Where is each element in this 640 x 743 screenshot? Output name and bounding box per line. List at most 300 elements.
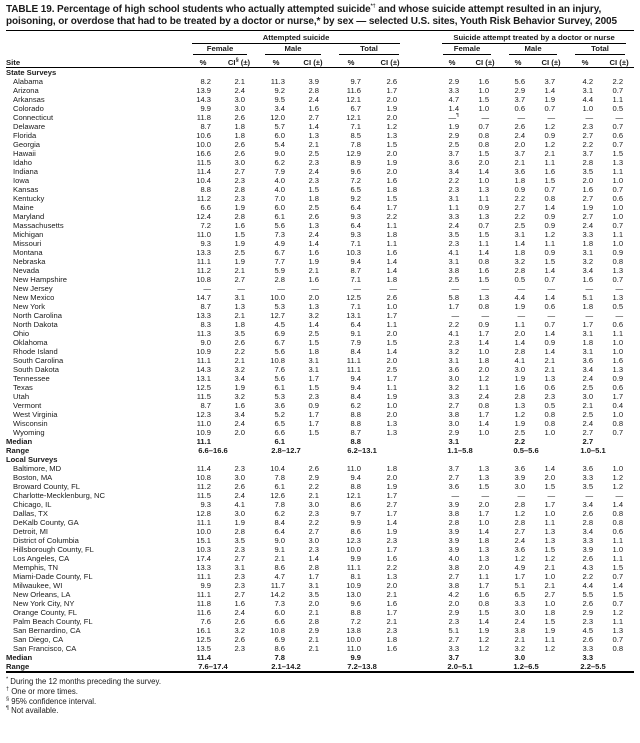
value-cell: 1.7 <box>386 509 398 518</box>
value-cell: — <box>615 284 624 293</box>
value-cell: 11.7 <box>270 581 285 590</box>
value-cell: 1.0 <box>612 239 624 248</box>
value-cell: 1.7 <box>308 374 319 383</box>
value-cell: 0.7 <box>612 122 624 131</box>
value-cell: 1.8 <box>514 248 526 257</box>
value-cell: 1.5 <box>478 149 490 158</box>
value-cell: 2.4 <box>234 86 245 95</box>
value-cell: 2.1 <box>308 266 319 275</box>
value-cell: 8.4 <box>274 518 285 527</box>
value-cell: 9.9 <box>350 554 361 563</box>
value-cell: 11.8 <box>196 113 211 122</box>
value-cell: 6.2 <box>350 401 361 410</box>
value-cell: — <box>481 284 490 293</box>
value-cell: 3.1 <box>308 356 319 365</box>
site-cell: Kansas <box>13 185 39 194</box>
value-cell: 1.0 <box>386 401 398 410</box>
table-row <box>6 419 634 428</box>
value-cell: 2.7 <box>234 590 245 599</box>
column-gap <box>408 176 434 185</box>
table-row <box>6 221 634 230</box>
value-cell: 1.2 <box>544 554 556 563</box>
value-cell: 9.1 <box>350 329 361 338</box>
value-cell: 16.6 <box>196 149 211 158</box>
column-gap <box>408 365 434 374</box>
value-cell: 3.5 <box>308 590 319 599</box>
value-cell: — <box>311 284 319 293</box>
value-cell: 4.0 <box>274 185 285 194</box>
value-cell: 2.1 <box>308 491 319 500</box>
value-cell: 1.5 <box>308 185 319 194</box>
site-cell: DeKalb County, GA <box>13 518 79 527</box>
value-cell: 2.2 <box>612 77 624 86</box>
value-cell: 2.3 <box>308 545 319 554</box>
value-cell: 1.1 <box>478 383 490 392</box>
table-row <box>6 428 634 437</box>
value-cell: 1.8 <box>582 239 594 248</box>
value-cell: 0.8 <box>612 644 624 653</box>
column-gap <box>408 374 434 383</box>
table-row <box>6 194 634 203</box>
value-cell: 2.1 <box>544 365 556 374</box>
column-gap <box>408 221 434 230</box>
value-cell: 9.7 <box>350 509 361 518</box>
value-cell: 2.7 <box>234 275 245 284</box>
column-gap <box>408 401 434 410</box>
column-gap <box>408 338 434 347</box>
median-row <box>6 653 634 662</box>
column-gap <box>408 329 434 338</box>
value-cell: 1.6 <box>386 599 398 608</box>
value-cell: 1.6 <box>582 185 594 194</box>
value-cell: 1.2 <box>478 644 490 653</box>
site-cell: Maine <box>13 203 34 212</box>
value-cell: 4.4 <box>582 581 594 590</box>
value-cell: 1.5 <box>308 383 319 392</box>
value-cell: 1.3 <box>386 419 398 428</box>
value-cell: 1.4 <box>308 239 319 248</box>
value-cell: 8.6 <box>350 527 361 536</box>
value-cell: 2.6 <box>514 122 526 131</box>
value-cell: 6.4 <box>274 527 285 536</box>
table-row <box>6 302 634 311</box>
value-cell: 5.6 <box>274 221 285 230</box>
value-cell: 3.6 <box>582 356 594 365</box>
value-cell: 2.5 <box>386 365 398 374</box>
value-cell: 3.6 <box>514 464 526 473</box>
value-cell: 2.4 <box>448 221 460 230</box>
value-cell: 1.7 <box>612 392 624 401</box>
column-gap <box>408 302 434 311</box>
column-gap <box>408 158 434 167</box>
column-gap <box>408 284 434 293</box>
value-cell: 1.9 <box>234 257 245 266</box>
range-value-cell: 6.2–13.1 <box>347 446 377 455</box>
table-row <box>6 320 634 329</box>
value-cell: 2.4 <box>582 374 594 383</box>
value-cell: — <box>481 491 490 500</box>
section-header-row <box>6 68 634 78</box>
column-gap <box>408 131 434 140</box>
value-cell: — <box>389 284 398 293</box>
value-cell: 2.0 <box>478 563 490 572</box>
value-cell: 9.5 <box>274 95 285 104</box>
column-gap <box>408 554 434 563</box>
value-cell: 2.7 <box>544 590 556 599</box>
column-gap <box>408 653 434 662</box>
value-cell: 4.4 <box>514 293 526 302</box>
value-cell: 12.5 <box>196 383 211 392</box>
value-cell: 2.2 <box>514 194 526 203</box>
column-gap <box>408 113 434 122</box>
value-cell: 1.4 <box>478 167 490 176</box>
value-cell: 1.9 <box>544 95 556 104</box>
value-cell: 8.8 <box>200 185 211 194</box>
value-cell: 10.9 <box>196 428 211 437</box>
value-cell: 1.6 <box>234 599 245 608</box>
site-cell: Baltimore, MD <box>13 464 62 473</box>
value-cell: 3.6 <box>448 482 460 491</box>
value-cell: 3.4 <box>582 500 594 509</box>
table-row <box>6 608 634 617</box>
value-cell: 8.7 <box>200 122 211 131</box>
value-cell: 1.3 <box>612 266 624 275</box>
value-cell: 0.7 <box>612 86 624 95</box>
site-cell: San Francisco, CA <box>13 644 77 653</box>
value-cell: 1.9 <box>386 482 398 491</box>
site-cell: West Virginia <box>13 410 58 419</box>
column-gap <box>408 446 434 455</box>
value-cell: 1.5 <box>478 608 490 617</box>
value-cell: 1.2 <box>612 482 624 491</box>
value-cell: 0.7 <box>612 428 624 437</box>
value-cell: 9.7 <box>350 77 361 86</box>
site-cell: North Carolina <box>13 311 62 320</box>
value-cell: 1.5 <box>478 482 490 491</box>
value-cell: 2.1 <box>544 581 556 590</box>
value-cell: 7.2 <box>200 221 211 230</box>
value-cell: 1.7 <box>386 86 398 95</box>
title-text: TABLE 19. Percentage of high school students who actually attempted suicide <box>6 4 371 15</box>
value-cell: 2.0 <box>386 149 398 158</box>
value-cell: 2.6 <box>234 635 245 644</box>
value-cell: 0.7 <box>612 221 624 230</box>
column-gap <box>408 626 434 635</box>
footnote-marker: § <box>6 696 10 702</box>
value-cell: 6.6 <box>274 428 285 437</box>
value-cell: 3.1 <box>582 86 594 95</box>
value-cell: 1.2 <box>544 122 556 131</box>
value-cell: 0.8 <box>612 509 624 518</box>
value-cell: — <box>517 113 526 122</box>
empty-ci-cell <box>604 653 634 662</box>
value-cell: 3.0 <box>448 419 460 428</box>
value-cell: 3.6 <box>448 158 460 167</box>
group-attempted-suicide: Attempted suicide <box>184 31 408 45</box>
value-cell: 3.1 <box>234 293 245 302</box>
table-row <box>6 230 634 239</box>
value-cell: 1.7 <box>308 410 319 419</box>
value-cell: 1.0 <box>612 176 624 185</box>
table-row <box>6 644 634 653</box>
value-cell: 13.1 <box>196 374 211 383</box>
value-cell: 2.1 <box>386 590 398 599</box>
value-cell: 5.1 <box>514 581 526 590</box>
value-cell: 0.7 <box>544 104 556 113</box>
value-cell: 3.4 <box>582 527 594 536</box>
value-cell: 1.9 <box>308 257 319 266</box>
section-header-row <box>6 455 634 464</box>
site-cell: Nevada <box>13 266 40 275</box>
value-cell: 8.7 <box>200 401 211 410</box>
site-cell: Orange County, FL <box>13 608 78 617</box>
value-cell: 1.4 <box>478 419 490 428</box>
value-cell: 2.6 <box>386 77 398 86</box>
table-row <box>6 626 634 635</box>
ci-header: CI (±) <box>536 55 566 68</box>
site-cell: South Carolina <box>13 356 64 365</box>
value-cell: 1.4 <box>386 347 398 356</box>
value-cell: 1.4 <box>544 329 556 338</box>
value-cell: 0.9 <box>514 185 526 194</box>
site-cell: Range <box>6 446 30 455</box>
value-cell: 0.8 <box>544 410 556 419</box>
value-cell: 2.3 <box>448 338 460 347</box>
value-cell: 2.4 <box>514 131 526 140</box>
value-cell: 2.3 <box>308 392 319 401</box>
table-row <box>6 572 634 581</box>
value-cell: 3.8 <box>448 509 460 518</box>
value-cell: 1.7 <box>386 491 398 500</box>
value-cell: 1.0 <box>478 347 490 356</box>
value-cell: 1.0 <box>478 428 490 437</box>
value-cell: 1.4 <box>478 617 490 626</box>
value-cell: 6.6 <box>274 617 285 626</box>
value-cell: 11.3 <box>196 329 211 338</box>
value-cell: — <box>517 491 526 500</box>
column-gap <box>408 257 434 266</box>
table-row <box>6 329 634 338</box>
subgroup-male: Male <box>256 44 330 55</box>
value-cell: 3.5 <box>582 167 594 176</box>
value-cell: 0.8 <box>612 419 624 428</box>
value-cell: 1.5 <box>612 563 624 572</box>
value-cell: 3.6 <box>582 464 594 473</box>
site-cell: Delaware <box>13 122 46 131</box>
value-cell: 2.9 <box>308 626 319 635</box>
value-cell: 2.2 <box>386 212 398 221</box>
value-cell: 1.9 <box>514 419 526 428</box>
subgroup-total: Total <box>566 44 634 55</box>
value-cell: 2.3 <box>234 194 245 203</box>
value-cell: 12.0 <box>270 113 285 122</box>
value-cell: 1.1 <box>386 320 398 329</box>
site-cell: San Bernardino, CA <box>13 626 81 635</box>
value-cell: 1.5 <box>544 482 556 491</box>
value-cell: 3.1 <box>582 248 594 257</box>
value-cell: 2.6 <box>308 212 319 221</box>
value-cell: 2.0 <box>478 365 490 374</box>
value-cell: — <box>585 113 594 122</box>
value-cell: — <box>547 491 556 500</box>
value-cell: — <box>585 284 594 293</box>
value-cell: 0.9 <box>478 320 490 329</box>
value-cell: 2.1 <box>234 311 245 320</box>
value-cell: 1.3 <box>612 365 624 374</box>
value-cell: 12.7 <box>270 311 285 320</box>
table-row <box>6 77 634 86</box>
value-cell: 0.8 <box>544 419 556 428</box>
value-cell: 1.7 <box>308 419 319 428</box>
value-cell: 7.1 <box>350 302 361 311</box>
value-cell: 1.1 <box>478 194 490 203</box>
value-cell: 1.7 <box>582 320 594 329</box>
value-cell: 1.0 <box>478 86 490 95</box>
footnote-marker: * <box>6 676 9 683</box>
value-cell: 1.8 <box>234 320 245 329</box>
value-cell: 9.3 <box>200 239 211 248</box>
value-cell: 6.7 <box>274 248 285 257</box>
ci-header: CI (±) <box>470 55 500 68</box>
table-row <box>6 536 634 545</box>
value-cell: 3.2 <box>234 365 245 374</box>
value-cell: 3.8 <box>514 626 526 635</box>
value-cell: 8.8 <box>350 482 361 491</box>
section-label: State Surveys <box>6 68 57 77</box>
value-cell: 11.0 <box>346 644 361 653</box>
value-cell: 15.1 <box>196 536 211 545</box>
value-cell: 6.7 <box>274 338 285 347</box>
column-gap <box>408 185 434 194</box>
column-gap <box>408 518 434 527</box>
value-cell: 2.3 <box>308 176 319 185</box>
site-cell: Median <box>6 653 33 662</box>
median-value-cell: 3.1 <box>448 437 460 446</box>
footnote: ¶ Not available. <box>6 705 59 716</box>
value-cell: 1.7 <box>386 311 398 320</box>
value-cell: 8.6 <box>274 563 285 572</box>
value-cell: 4.1 <box>448 248 460 257</box>
value-cell: 1.4 <box>544 86 556 95</box>
site-cell: South Dakota <box>13 365 60 374</box>
median-value-cell: 9.9 <box>350 653 361 662</box>
value-cell: 2.9 <box>448 428 460 437</box>
value-cell: 3.1 <box>308 581 319 590</box>
value-cell: 1.1 <box>544 158 556 167</box>
value-cell: 9.6 <box>350 599 361 608</box>
value-cell: 9.0 <box>274 536 285 545</box>
value-cell: 2.0 <box>386 167 398 176</box>
value-cell: 1.6 <box>308 248 319 257</box>
value-cell: 1.5 <box>386 338 398 347</box>
site-cell: Connecticut <box>13 113 54 122</box>
value-cell: 9.3 <box>200 500 211 509</box>
value-cell: 1.3 <box>308 131 319 140</box>
value-cell: 1.7 <box>386 545 398 554</box>
table-row <box>6 338 634 347</box>
value-cell: 10.0 <box>270 293 285 302</box>
table-row <box>6 374 634 383</box>
table-row <box>6 491 634 500</box>
subgroup-total: Total <box>330 44 408 55</box>
value-cell: 11.0 <box>346 464 361 473</box>
value-cell: 1.6 <box>234 401 245 410</box>
site-cell: Colorado <box>13 104 44 113</box>
empty-ci-cell <box>372 653 408 662</box>
value-cell: 8.2 <box>200 77 211 86</box>
site-cell: Tennessee <box>13 374 50 383</box>
value-cell: —¶ <box>448 113 460 122</box>
value-cell: 9.4 <box>350 473 361 482</box>
value-cell: 1.3 <box>478 464 490 473</box>
value-cell: 3.2 <box>234 626 245 635</box>
value-cell: 2.6 <box>234 338 245 347</box>
site-cell: Utah <box>13 392 30 401</box>
value-cell: 3.2 <box>234 392 245 401</box>
value-cell: 3.5 <box>234 329 245 338</box>
table-row <box>6 617 634 626</box>
value-cell: 2.3 <box>448 185 460 194</box>
footnote: † One or more times. <box>6 686 78 696</box>
value-cell: 1.9 <box>234 239 245 248</box>
range-row <box>6 662 634 672</box>
site-cell: Ohio <box>13 329 30 338</box>
value-cell: 2.6 <box>234 617 245 626</box>
value-cell: 2.7 <box>582 212 594 221</box>
median-value-cell: 6.1 <box>274 437 285 446</box>
table-row <box>6 518 634 527</box>
value-cell: 1.1 <box>612 554 624 563</box>
value-cell: 10.4 <box>196 176 211 185</box>
value-cell: 0.7 <box>544 275 556 284</box>
value-cell: 1.3 <box>544 536 556 545</box>
value-cell: 7.3 <box>274 599 285 608</box>
value-cell: 1.3 <box>478 185 490 194</box>
value-cell: 8.7 <box>200 302 211 311</box>
column-gap <box>408 599 434 608</box>
site-cell: Massachusetts <box>13 221 64 230</box>
percent-header: % <box>500 55 536 68</box>
column-gap <box>408 167 434 176</box>
value-cell: 1.4 <box>544 266 556 275</box>
site-cell: Missouri <box>13 239 42 248</box>
value-cell: 1.0 <box>612 347 624 356</box>
value-cell: 1.5 <box>386 140 398 149</box>
value-cell: 1.9 <box>386 104 398 113</box>
value-cell: 0.7 <box>612 599 624 608</box>
value-cell: 2.4 <box>514 617 526 626</box>
value-cell: 3.9 <box>448 527 460 536</box>
value-cell: 1.1 <box>544 518 556 527</box>
value-cell: 3.3 <box>448 644 460 653</box>
value-cell: 1.5 <box>544 545 556 554</box>
value-cell: 3.2 <box>514 257 526 266</box>
value-cell: 3.6 <box>514 167 526 176</box>
value-cell: 0.6 <box>612 320 624 329</box>
value-cell: 1.8 <box>386 185 398 194</box>
value-cell: 2.3 <box>308 158 319 167</box>
value-cell: 1.1 <box>386 383 398 392</box>
value-cell: 3.0 <box>448 374 460 383</box>
value-cell: 1.8 <box>582 302 594 311</box>
column-gap <box>408 44 434 55</box>
value-cell: 11.4 <box>196 464 211 473</box>
value-cell: 1.3 <box>478 212 490 221</box>
value-cell: 1.4 <box>478 527 490 536</box>
value-cell: 0.9 <box>478 203 490 212</box>
column-gap <box>408 563 434 572</box>
column-gap <box>408 239 434 248</box>
